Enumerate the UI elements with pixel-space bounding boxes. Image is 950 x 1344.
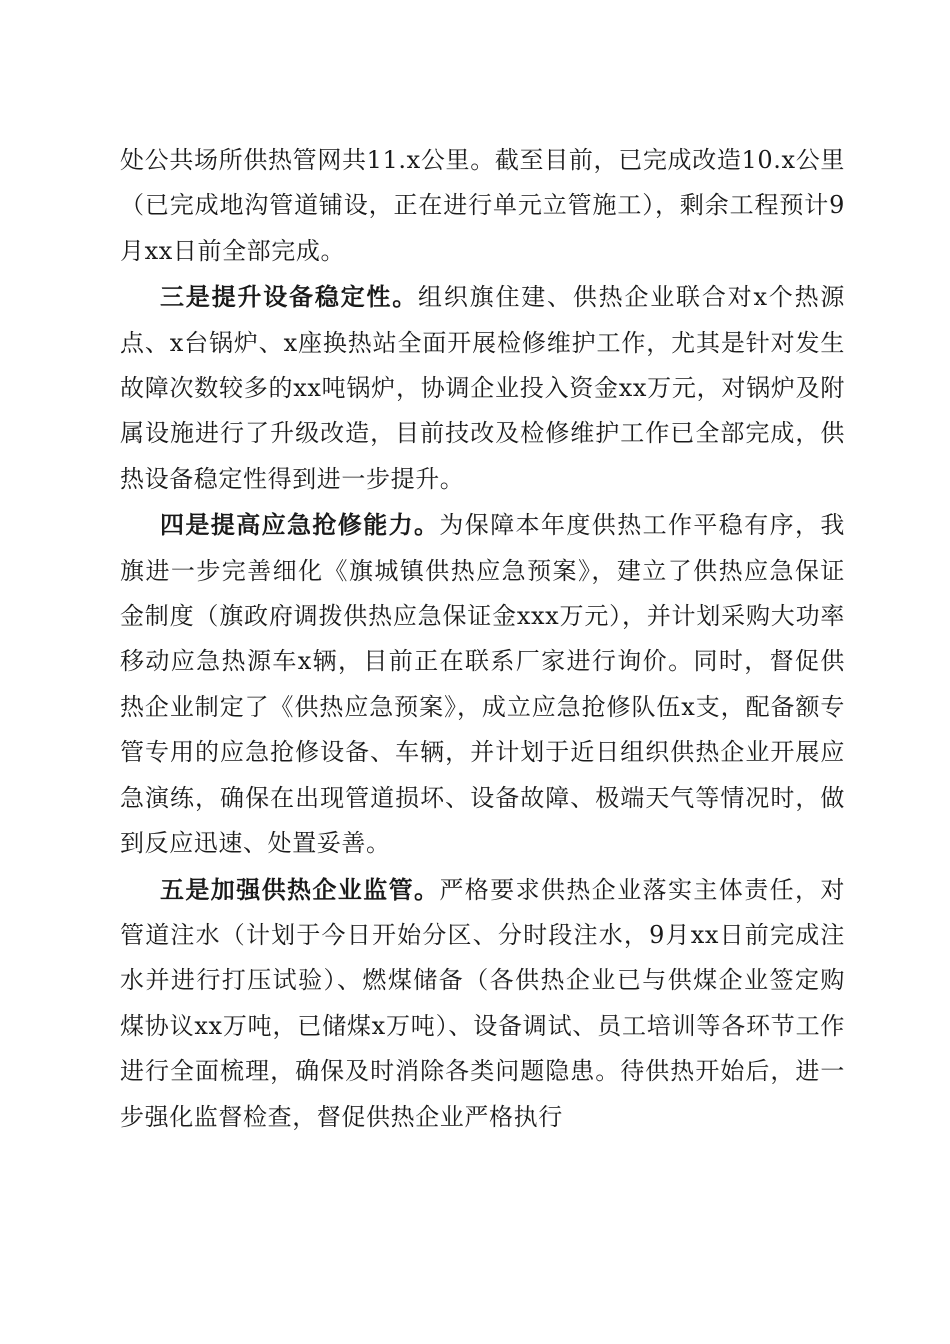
paragraph-body: 严格要求供热企业落实主体责任，对管道注水（计划于今日开始分区、分时段注水，9月xx日前完成注水并进行打压试验）、燃煤储备（各供热企业已与供煤企业签定购煤协议xx万吨，已储煤x万吨）、设备调试、员工培训等各环节工作进行全面梳理，确保及时消除各类问题隐患。待供热开始后，进一步强化监督检查，督促供热企业严格执行 (120, 875, 845, 1131)
paragraph-emergency-repair (120, 502, 845, 866)
paragraph-lead-heading: 三是提升设备稳定性。 (160, 282, 419, 312)
paragraph-lead-heading: 四是提高应急抢修能力。 (160, 510, 440, 540)
paragraph-equipment-stability (120, 274, 845, 502)
paragraph-enterprise-supervision (120, 867, 845, 1140)
paragraph-body: 处公共场所供热管网共11.x公里。截至目前，已完成改造10.x公里（已完成地沟管道铺设，正在进行单元立管施工），剩余工程预计9月xx日前全部完成。 (120, 146, 845, 265)
paragraph-network-renovation (120, 138, 845, 274)
paragraph-lead-heading: 五是加强供热企业监管。 (160, 874, 440, 904)
paragraph-body: 为保障本年度供热工作平稳有序，我旗进一步完善细化《旗城镇供热应急预案》，建立了供热应急保证金制度（旗政府调拨供热应急保证金xxx万元），并计划采购大功率移动应急热源车x辆，目前正在联系厂家进行询价。同时，督促供热企业制定了《供热应急预案》，成立应急抢修队伍x支，配备额专管专用的应急抢修设备、车辆，并计划于近日组织供热企业开展应急演练，确保在出现管道损坏、设备故障、极端天气等情况时，做到反应迅速、处置妥善。 (120, 511, 845, 858)
paragraph-body: 组织旗住建、供热企业联合对x个热源点、x台锅炉、x座换热站全面开展检修维护工作，尤其是针对发生故障次数较多的xx吨锅炉，协调企业投入资金xx万元，对锅炉及附属设施进行了升级改造，目前技改及检修维护工作已全部完成，供热设备稳定性得到进一步提升。 (120, 283, 846, 493)
document-body (120, 138, 845, 1140)
